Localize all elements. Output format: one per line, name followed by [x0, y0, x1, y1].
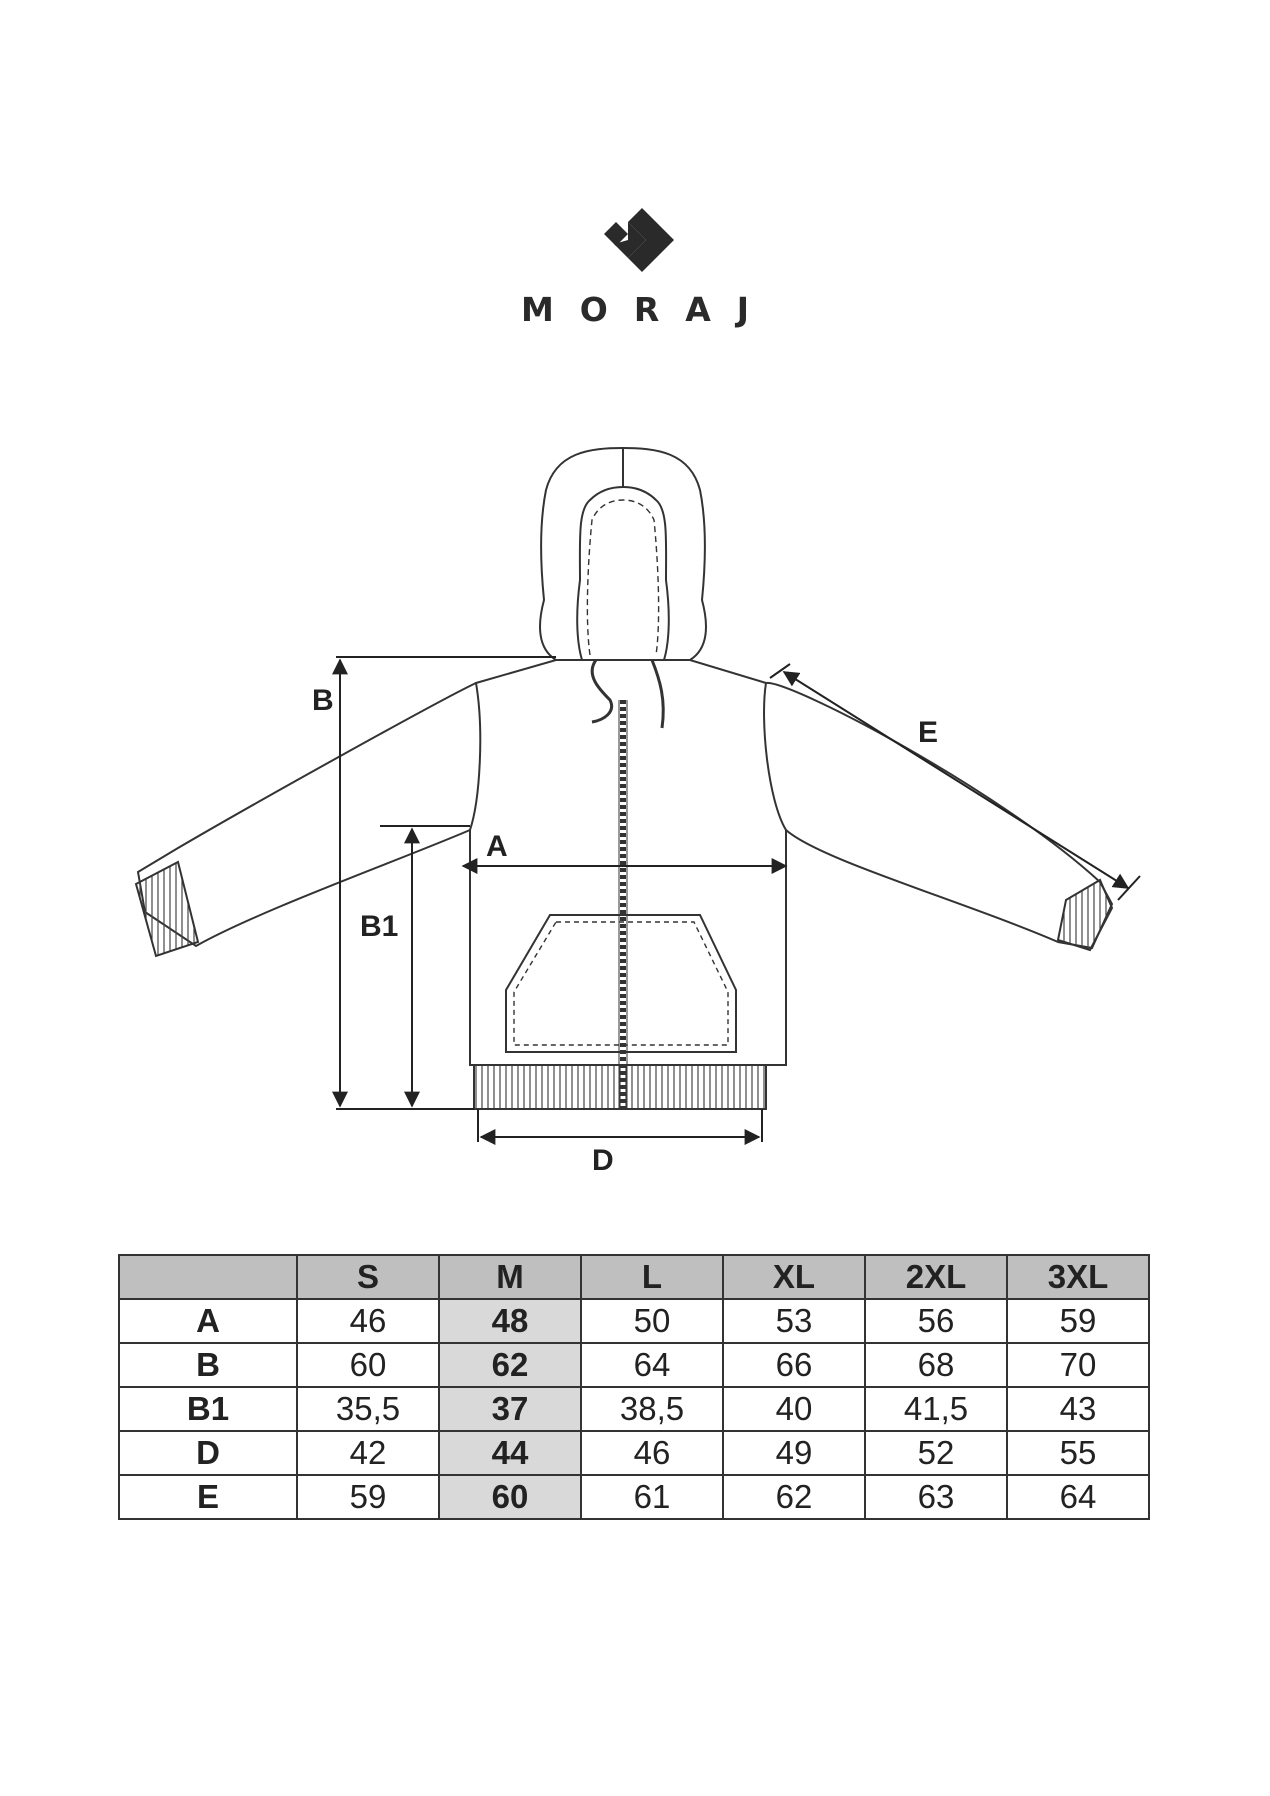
row-label: B: [119, 1343, 297, 1387]
table-cell: 56: [865, 1299, 1007, 1343]
table-cell: 46: [581, 1431, 723, 1475]
table-cell: 38,5: [581, 1387, 723, 1431]
table-cell: 52: [865, 1431, 1007, 1475]
table-cell: 42: [297, 1431, 439, 1475]
table-row: [119, 1387, 1149, 1431]
body-outline: [470, 660, 786, 1065]
table-cell: 64: [1007, 1475, 1149, 1519]
table-cell: 55: [1007, 1431, 1149, 1475]
table-cell-highlighted: 62: [439, 1343, 581, 1387]
size-table: [118, 1254, 1150, 1520]
table-cell-highlighted: 48: [439, 1299, 581, 1343]
table-cell: 53: [723, 1299, 865, 1343]
size-header-row: [119, 1255, 1149, 1299]
table-cell-highlighted: 60: [439, 1475, 581, 1519]
table-cell: 66: [723, 1343, 865, 1387]
corner-cell: [119, 1255, 297, 1299]
table-cell: 62: [723, 1475, 865, 1519]
table-cell: 49: [723, 1431, 865, 1475]
hood-inner: [577, 487, 669, 660]
drawstring-left: [592, 660, 612, 722]
table-cell-highlighted: 37: [439, 1387, 581, 1431]
label-a: A: [486, 830, 508, 863]
table-cell: 61: [581, 1475, 723, 1519]
table-row: [119, 1299, 1149, 1343]
table-row: [119, 1431, 1149, 1475]
size-header: S: [297, 1255, 439, 1299]
table-cell: 50: [581, 1299, 723, 1343]
sleeve-right: [766, 683, 1112, 948]
drawstring-right: [652, 660, 663, 728]
table-cell: 41,5: [865, 1387, 1007, 1431]
label-d: D: [592, 1144, 614, 1177]
measure-e: [784, 672, 1128, 888]
row-label: B1: [119, 1387, 297, 1431]
table-cell: 68: [865, 1343, 1007, 1387]
row-label: A: [119, 1299, 297, 1343]
size-header: 3XL: [1007, 1255, 1149, 1299]
size-header: L: [581, 1255, 723, 1299]
table-cell: 43: [1007, 1387, 1149, 1431]
table-row: [119, 1475, 1149, 1519]
size-header: XL: [723, 1255, 865, 1299]
table-cell: 64: [581, 1343, 723, 1387]
size-header: M: [439, 1255, 581, 1299]
table-cell: 46: [297, 1299, 439, 1343]
table-cell: 70: [1007, 1343, 1149, 1387]
cuff-left: [136, 862, 198, 956]
label-b: B: [312, 684, 334, 717]
table-row: [119, 1343, 1149, 1387]
size-header: 2XL: [865, 1255, 1007, 1299]
label-b1: B1: [360, 910, 399, 943]
table-cell: 59: [1007, 1299, 1149, 1343]
cuff-right: [1058, 880, 1112, 950]
row-label: D: [119, 1431, 297, 1475]
table-cell: 35,5: [297, 1387, 439, 1431]
brand-name: MORAJ: [520, 290, 776, 329]
label-e: E: [918, 716, 939, 749]
table-cell: 60: [297, 1343, 439, 1387]
table-cell: 63: [865, 1475, 1007, 1519]
table-cell-highlighted: 44: [439, 1431, 581, 1475]
table-cell: 59: [297, 1475, 439, 1519]
table-cell: 40: [723, 1387, 865, 1431]
row-label: E: [119, 1475, 297, 1519]
